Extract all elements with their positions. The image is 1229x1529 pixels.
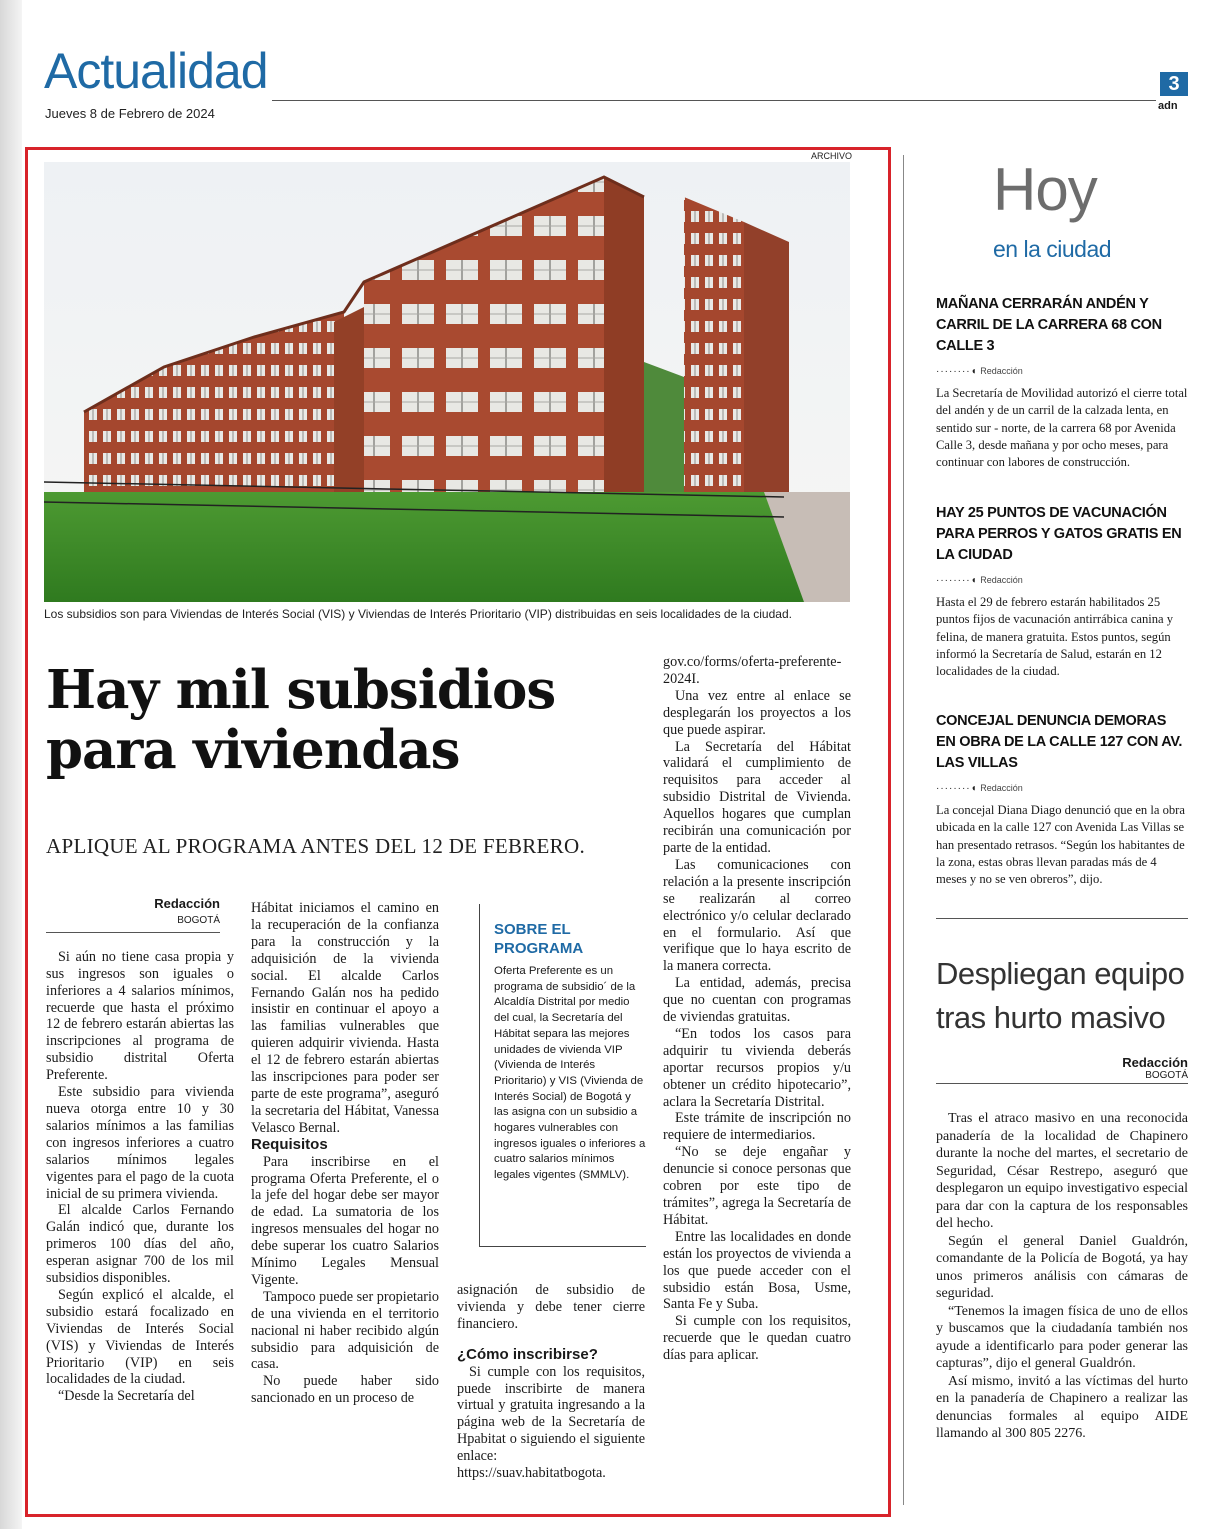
news-title: CONCEJAL DENUNCIA DEMORAS EN OBRA DE LA CALLE 127 CON AV. LAS VILLAS (936, 713, 1183, 771)
right-column-separator (936, 918, 1188, 919)
paragraph: Tampoco puede ser propietario de una vivienda en el territorio nacional ni haber recibido algún subsidio para adquisición de casa. (251, 1288, 439, 1373)
paragraph: Este trámite de inscripción no requiere de intermediarios. (663, 1110, 851, 1144)
second-article-headline: Despliegan equipo tras hurto masivo (936, 956, 1185, 1035)
section-title: Actualidad (44, 43, 268, 99)
paragraph: La entidad, además, precisa que no cuentan con programas de viviendas gratuitas. (663, 975, 851, 1026)
byline-city: BOGOTÁ (46, 913, 220, 933)
news-body: La concejal Diana Diago denunció que en la obra ubicada en la calle 127 con Avenida Las Villas se han presentado retrasos. “Según los habitantes de la zona, estas obras llevan paradas más de 4 meses y no se ven obreros”, dijo. (936, 803, 1185, 887)
article-column-3 (457, 1282, 645, 1482)
news-byline: ········◖ Redacción (936, 783, 1023, 794)
paragraph: La Secretaría del Hábitat validará el cumplimiento de requisitos para acceder al subsidio Distrital de Vivienda. Aquellos hogares que cumplan recibirán una comunicación por parte de la entidad. (663, 738, 851, 856)
news-title: MAÑANA CERRARÁN ANDÉN Y CARRIL DE LA CARRERA 68 CON CALLE 3 (936, 296, 1162, 354)
article-column-1 (46, 896, 234, 1405)
paragraph: Entre las localidades en donde están los proyectos de vivienda a los que puede acceder con el subsidio están Bosa, Usme, Santa Fe y Suba. (663, 1228, 851, 1313)
headline-line-1: Hay mil subsidios (46, 659, 556, 721)
city-section-subtitle: en la ciudad (993, 236, 1112, 262)
program-box-text: Oferta Preferente es un programa de subsidio´ de la Alcaldía Distrital por medio del cual, la Secretaría del Hábitat separa las mejores unidades de vivienda VIP (Vivienda de Interés Prioritario) y VIS (Vivienda de Interés Social) de Bogotá y las asigna con un subsidio a hogares vulnerables con ingresos iguales o inferiores a cuatro salarios mínimos legales vigentes (SMMLV). (494, 965, 646, 1182)
page-number: 3 (1160, 72, 1188, 96)
news-byline: ········◖ Redacción (936, 575, 1023, 586)
dots-icon: ········◖ (936, 575, 978, 586)
news-body: La Secretaría de Movilidad autorizó el cierre total del andén y de un carril de la calzada lenta, en sentido sur - norte, de la carrera 68 por Avenida Calle 3, desde mañana y por ocho meses, para continuar con labores de construcción. (936, 386, 1188, 470)
program-box-title: SOBRE EL PROGRAMA (494, 921, 584, 957)
article-column-4 (663, 654, 851, 1364)
news-byline: ········◖ Redacción (936, 366, 1023, 377)
paragraph: asignación de subsidio de vivienda y debe tener cierre financiero. (457, 1282, 645, 1332)
brand-logo: adn (1158, 100, 1178, 112)
page-edge-shadow (0, 0, 22, 1529)
city-news-item (936, 503, 1188, 680)
paragraph: Si cumple con los requisitos, recuerde que le quedan cuatro días para aplicar. (663, 1313, 851, 1364)
paragraph: Tras el atraco masivo en una reconocida panadería de la localidad de Chapinero durante la noche del martes, el secretario de Seguridad, César Restrepo, aseguró que desplegaron un equipo investigativo especial para dar con la captura de los responsables del hecho. (936, 1111, 1188, 1231)
paragraph: Si cumple con los requisitos, puede inscribirte de manera virtual y gratuita ingresando a la página web de la Secretaría de Hpabitat o siguiendo el siguiente enlace: https://suav.habitatbogota. (457, 1363, 645, 1482)
paragraph: Según explicó el alcalde, el subsidio estará focalizado en Viviendas de Interés Social (VIS) y Viviendas de Interés Prioritario (VIP) en seis localidades de la ciudad. (46, 1286, 234, 1388)
dots-icon: ········◖ (936, 366, 978, 377)
paragraph: Este subsidio para vivienda nueva otorga entre 10 y 30 salarios mínimos a las familias con ingresos inferiores a cuatro salarios mínimos legales vigentes para el pago de la cuota inicial de su primera vivienda. (46, 1084, 234, 1202)
photo-credit: ARCHIVO (811, 151, 853, 161)
paragraph: Una vez entre al enlace se desplegarán los proyectos a los que puede aspirar. (663, 687, 851, 738)
byline-city: BOGOTÁ (936, 1070, 1188, 1084)
issue-date: Jueves 8 de Febrero de 2024 (45, 106, 215, 121)
paragraph: Así mismo, invitó a las víctimas del hurto en la panadería de Chapinero a realizar las denuncias formales al equipo AIDE llamando al 300 805 2276. (936, 1373, 1188, 1441)
column-divider (903, 155, 904, 1505)
program-info-box (479, 904, 646, 1247)
section-heading-inscribirse: ¿Cómo inscribirse? (457, 1345, 598, 1363)
article-column-2 (251, 900, 439, 1407)
paragraph: Para inscribirse en el programa Oferta Preferente, el o la jefe del hogar debe ser mayor de edad. La sumatoria de los ingresos mensuales del hogar no debe superar los cuatro Salarios Mínimo Legales Mensual Vigente. (251, 1153, 439, 1288)
paragraph: Si aún no tiene casa propia y sus ingresos son iguales o inferiores a 4 salarios mínimos, recuerde que hasta el próximo 12 de febrero estarán abiertas las inscripciones al programa de subsidio distrital Oferta Preferente. (46, 948, 234, 1084)
paragraph: “No se deje engañar y denuncie si conoce personas que cobren por este tipo de trámites”, agrega la Secretaría de Hábitat. (663, 1144, 851, 1228)
paragraph: El alcalde Carlos Fernando Galán indicó que, durante los primeros 100 días del año, esperan asignar 700 de los mil subsidios disponibles. (46, 1202, 234, 1287)
city-news-item (936, 294, 1188, 471)
news-body: Hasta el 29 de febrero estarán habilitados 25 puntos fijos de vacunación antirrábica canina y felina, de manera gratuita. Estos puntos, según informó la Secretaría de Salud, estarán en 12 localidades de la ciudad. (936, 595, 1174, 679)
paragraph: “En todos los casos para adquirir tu vivienda deberás aportar recursos propios y/u obtener un crédito hipotecario”, aclara la Secretaría Distrital. (663, 1025, 851, 1110)
byline (46, 896, 220, 933)
paragraph: No puede haber sido sancionado en un proceso de (251, 1373, 439, 1407)
article-subheadline: APLIQUE AL PROGRAMA ANTES DEL 12 DE FEBRERO. (46, 834, 586, 858)
byline-name: Redacción (154, 896, 220, 911)
headline-line-2: para viviendas (46, 719, 460, 781)
dots-icon: ········◖ (936, 783, 978, 794)
photo-caption: Los subsidios son para Viviendas de Interés Social (VIS) y Viviendas de Interés Prioritario (VIP) distribuidas en seis localidades de la ciudad. (44, 607, 792, 621)
second-article-byline (936, 1055, 1188, 1084)
byline-name: Redacción (1122, 1055, 1188, 1070)
apartment-buildings-illustration (44, 162, 850, 602)
paragraph: “Desde la Secretaría del (58, 1388, 195, 1405)
paragraph: gov.co/forms/oferta-preferente-2024I. (663, 654, 842, 687)
city-news-item (936, 711, 1188, 888)
paragraph: Según el general Daniel Gualdrón, comandante de la Policía de Bogotá, ya hay unos primeros análisis con cámaras de seguridad. (936, 1233, 1188, 1301)
section-heading-requisitos: Requisitos (251, 1135, 328, 1153)
housing-photo (44, 162, 850, 602)
paragraph: Las comunicaciones con relación a la presente inscripción se realizarán al correo electrónico y/o celular declarado en el formulario. Así que verifique que lo haya escrito de la manera correcta. (663, 856, 851, 975)
news-title: HAY 25 PUNTOS DE VACUNACIÓN PARA PERROS Y GATOS GRATIS EN LA CIUDAD (936, 505, 1182, 563)
paragraph: “Tenemos la imagen física de uno de ellos y buscamos que la ciudadanía también nos ayude a identificarlo para poder generar las capturas”, dijo el general Gualdrón. (936, 1303, 1188, 1371)
second-article-body (936, 1110, 1188, 1443)
article-headline (46, 660, 656, 780)
header-rule (272, 100, 1156, 101)
paragraph: Hábitat iniciamos el camino en la recuperación de la confianza para la construcción y la adquisición de la vivienda social. El alcalde Carlos Fernando Galán nos ha pedido insistir en continuar el apoyo a las familias vulnerables que quieren adquirir vivienda. Hasta el 12 de febrero estarán abiertas las inscripciones para poder ser parte de este programa”, aseguró la secretaria del Hábitat, Vanessa Velasco Bernal. (251, 900, 439, 1136)
city-section-title: Hoy (993, 156, 1097, 223)
